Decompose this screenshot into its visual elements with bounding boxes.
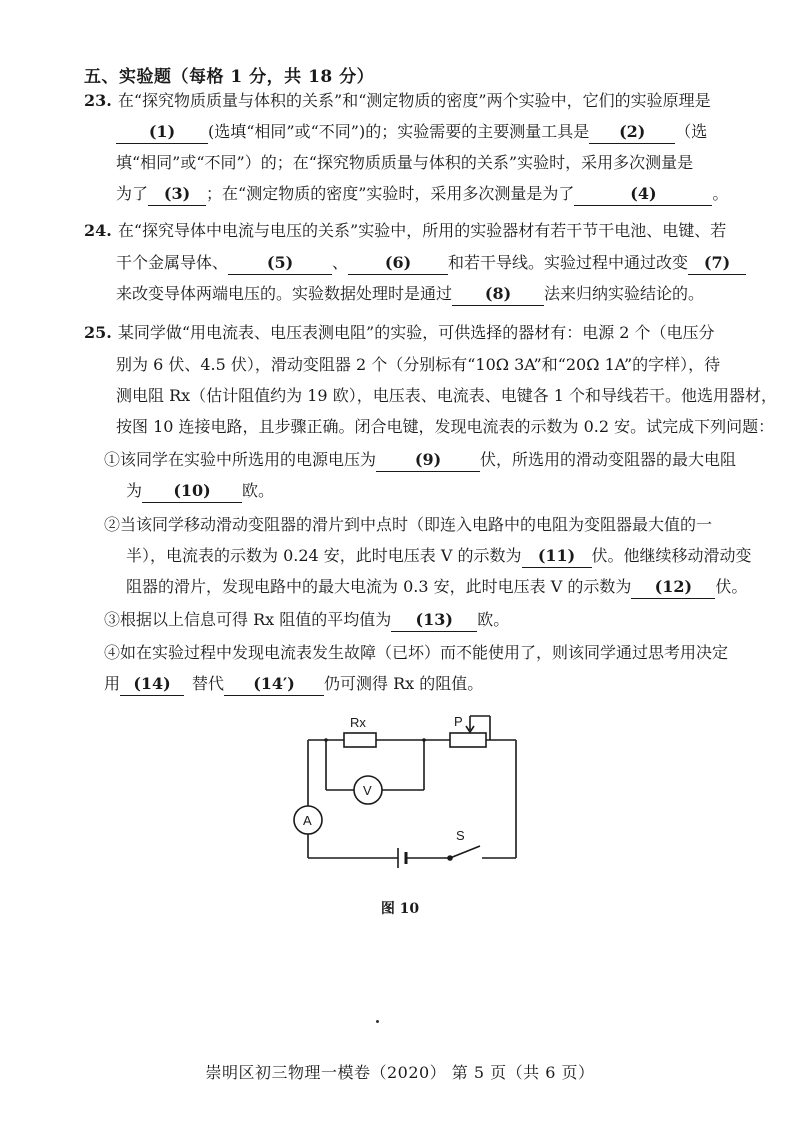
resistor-rx [344, 733, 376, 747]
question-text: 阻器的滑片，发现电路中的最大电流为 0.3 安，此时电压表 V 的示数为 [126, 577, 632, 596]
question-text: ；在“测定物质的密度”实验时，采用多次测量是为了 [206, 184, 575, 203]
answer-blank-12[interactable]: (12) [631, 576, 715, 599]
question-text: 仍可测得 Rx 的阻值。 [324, 674, 484, 693]
slider-label: P [454, 714, 463, 729]
voltmeter-label: V [363, 783, 372, 798]
circuit-diagram [290, 700, 530, 890]
answer-blank-6[interactable]: (6) [348, 252, 448, 275]
question-text: 为了 [116, 184, 149, 203]
answer-blank-8[interactable]: (8) [452, 283, 544, 306]
page-footer: 崇明区初三物理一模卷（2020） 第 5 页（共 6 页） [205, 1063, 595, 1082]
question-text: 替代 [192, 674, 225, 693]
question-text: 欧。 [242, 481, 275, 500]
question-text: 某同学做“用电流表、电压表测电阻”的实验，可供选择的器材有：电源 2 个（电压分 [117, 323, 715, 342]
switch-blade [450, 846, 480, 858]
answer-blank-5[interactable]: (5) [228, 252, 332, 275]
answer-blank-9[interactable]: (9) [376, 449, 480, 472]
sub-question-4: ④如在实验过程中发现电流表发生故障（已坏）而不能使用了，则该同学通过思考用决定 [104, 643, 729, 662]
sub-question-2: ②当该同学移动滑动变阻器的滑片到中点时（即连入电路中的电阻为变阻器最大值的一 [104, 515, 713, 534]
scan-speck [376, 1020, 379, 1023]
question-text: 。 [712, 184, 729, 203]
rx-label: Rx [350, 715, 366, 730]
question-text: 伏。他继续移动滑动变 [591, 546, 752, 565]
junction-dot [422, 738, 426, 742]
switch-label: S [456, 828, 465, 843]
ammeter-label: A [303, 813, 312, 828]
sub-question-3: ③根据以上信息可得 Rx 阻值的平均值为 [104, 610, 392, 629]
question-text: 伏，所选用的滑动变阻器的最大电阻 [480, 450, 737, 469]
question-text: 别为 6 伏、4.5 伏），滑动变阻器 2 个（分别标有“10Ω 3A”和“20Ω 1A”的字样），待 [116, 355, 721, 374]
sub-question-1: ①该同学在实验中所选用的电源电压为 [104, 450, 377, 469]
question-text: 伏。 [715, 577, 748, 596]
question-text: （选 [675, 122, 708, 141]
question-text: 和若干导线。实验过程中通过改变 [448, 253, 689, 272]
question-text: 按图 10 连接电路，且步骤正确。闭合电键，发现电流表的示数为 0.2 安。试完成下列问题： [116, 417, 775, 436]
question-text: 干个金属导体、 [116, 253, 229, 272]
answer-blank-2[interactable]: (2) [589, 121, 675, 144]
figure-caption: 图 10 [380, 901, 420, 917]
answer-blank-10[interactable]: (10) [142, 480, 242, 503]
question-number: 23. [84, 91, 112, 110]
answer-blank-1[interactable]: (1) [116, 121, 208, 144]
question-text: 来改变导体两端电压的。实验数据处理时是通过 [116, 284, 453, 303]
rheostat [450, 733, 486, 747]
question-text: 填“相同”或“不同”）的；在“探究物质质量与体积的关系”实验时，采用多次测量是 [116, 153, 694, 172]
question-text: 半），电流表的示数为 0.24 安，此时电压表 V 的示数为 [126, 546, 522, 565]
section-title: 五、实验题（每格 1 分，共 18 分） [84, 67, 375, 87]
question-text: 在“探究导体中电流与电压的关系”实验中，所用的实验器材有若干节干电池、电键、若 [117, 221, 727, 240]
question-number: 24. [84, 221, 112, 240]
question-text: 测电阻 Rx（估计阻值约为 19 欧），电压表、电流表、电键各 1 个和导线若干。他选用器材， [116, 386, 778, 405]
answer-blank-4[interactable]: (4) [574, 183, 712, 206]
answer-blank-11[interactable]: (11) [522, 545, 592, 568]
question-text: 为 [126, 481, 143, 500]
question-text: 用 [104, 674, 121, 693]
answer-blank-3[interactable]: (3) [148, 183, 206, 206]
question-text: 欧。 [477, 610, 510, 629]
question-text: 法来归纳实验结论的。 [544, 284, 705, 303]
question-text: 、 [332, 253, 349, 272]
question-text: 在“探究物质质量与体积的关系”和“测定物质的密度”两个实验中，它们的实验原理是 [117, 91, 711, 110]
answer-blank-14-prime[interactable]: (14′) [224, 673, 324, 696]
question-number: 25. [84, 323, 112, 342]
answer-blank-14[interactable]: (14) [120, 673, 184, 696]
junction-dot [324, 738, 328, 742]
answer-blank-13[interactable]: (13) [391, 609, 477, 632]
answer-blank-7[interactable]: (7) [688, 252, 746, 275]
question-text: (选填“相同”或“不同”)的；实验需要的主要测量工具是 [208, 122, 590, 141]
